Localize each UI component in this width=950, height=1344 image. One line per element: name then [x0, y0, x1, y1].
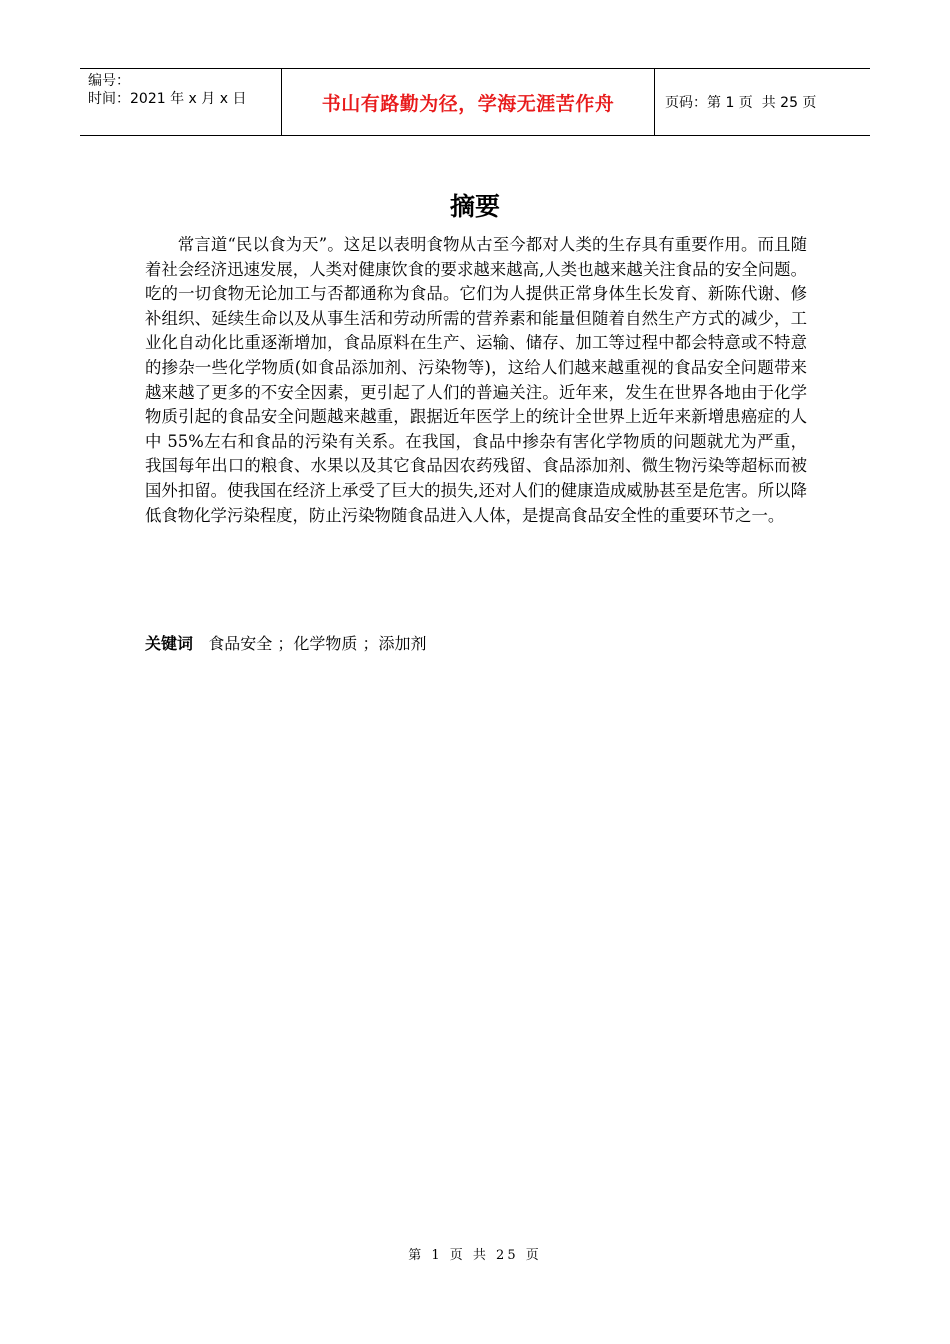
keywords-value: 食品安全 ；化学物质 ；添加剂: [193, 634, 427, 653]
header-meta-cell: [80, 69, 282, 135]
document-number-label: 编号：: [88, 73, 130, 89]
page-title: 摘要: [449, 192, 500, 221]
page-footer: 第 1 页 共 25 页: [408, 1248, 542, 1263]
abstract-body: 常言道“民以食为天”。这足以表明食物从古至今都对人类的生存具有重要作用。而且随着社会经济迅速发展，人类对健康饮食的要求越来越高,人类也越来越关注食品的安全问题。吃的一切食物无论加工与否都通称为食品。它们为人提供正常身体生长发育、新陈代谢、修补组织、延续生命以及从事生活和劳动所需的营养素和能量但随着自然生产方式的减少，工业化自动化比重逐渐增加，食品原料在生产、运输、储存、加工等过程中都会特意或不特意的掺杂一些化学物质(如食品添加剂、污染物等)，这给人们越来越重视的食品安全问题带来越来越了更多的不安全因素，更引起了人们的普遍关注。近年来，发生在世界各地由于化学物质引起的食品安全问题越来越重，跟据近年医学上的统计全世界上近年来新增患癌症的人中 55%左右和食品的污染有关系。在我国，食品中掺杂有害化学物质的问题就尤为严重，我国每年出口的粮食、水果以及其它食品因农药残留、食品添加剂、微生物污染等超标而被国外扣留。使我国在经济上承受了巨大的损失,还对人们的健康造成威胁甚至是危害。所以降低食物化学污染程度，防止污染物随食品进入人体，是提高食品安全性的重要环节之一。: [145, 235, 807, 525]
keywords-label: 关键词: [145, 634, 194, 653]
header-page-info: 页码：第 1 页 共 25 页: [665, 95, 817, 111]
document-date: 时间：2021 年 x 月 x 日: [88, 91, 247, 107]
document-header: [80, 68, 870, 136]
header-motto: 书山有路勤为径，学海无涯苦作舟: [282, 69, 655, 135]
keywords-line: [145, 632, 426, 656]
